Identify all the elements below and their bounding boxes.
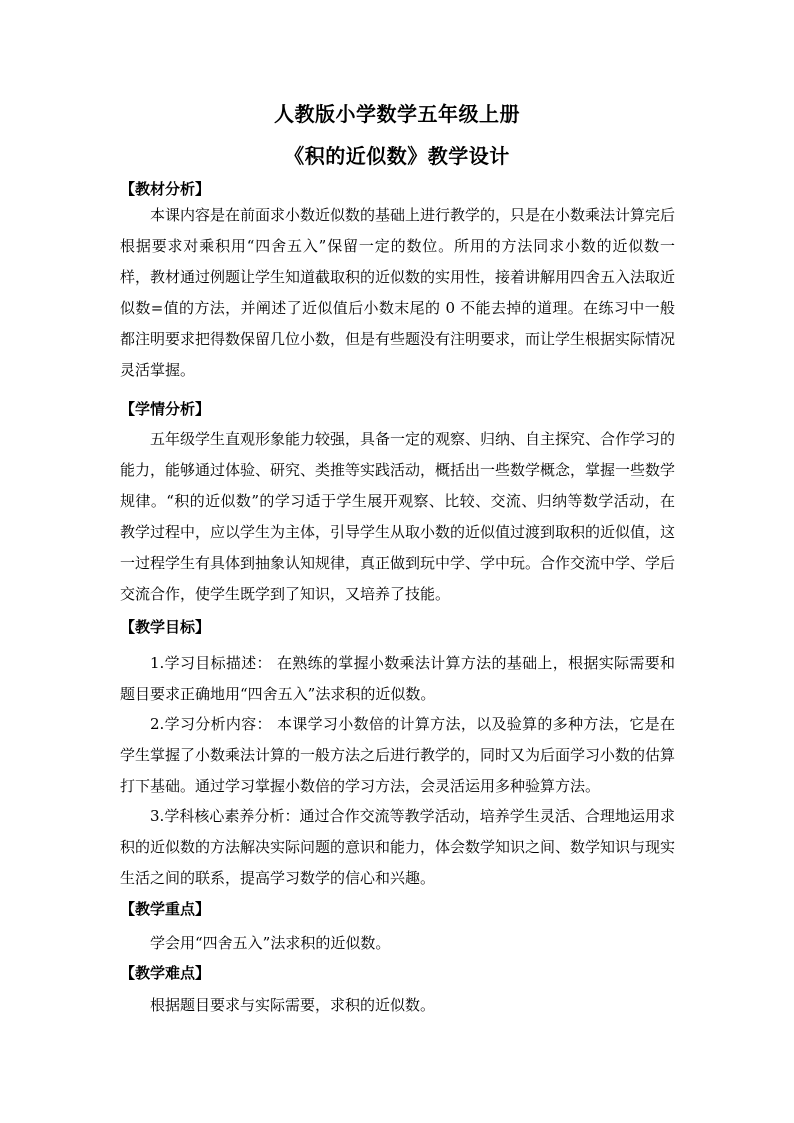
paragraph-objective-3: 3.学科核心素养分析：通过合作交流等教学活动，培养学生灵活、合理地运用求积的近似数的方法解决实际问题的意识和能力，体会数学知识之间、数学知识与现实生活之间的联系，提高学习数学的信心和兴趣。 [120, 807, 676, 887]
document-title: 人教版小学数学五年级上册 [274, 102, 520, 126]
paragraph-difficult-points: 根据题目要求与实际需要，求积的近似数。 [150, 996, 436, 1014]
paragraph-student-analysis: 五年级学生直观形象能力较强，具备一定的观察、归纳、自主探究、合作学习的能力，能够通过体验、研究、类推等实践活动，概括出一些数学概念，掌握一些数学规律。“积的近似数”的学习适于学生展开观察、比较、交流、归纳等数学活动，在教学过程中，应以学生为主体，引导学生从取小数的近似值过渡到取积的近似值，这一过程学生有具体到抽象认知规律，真正做到玩中学、学中玩。合作交流中学、学后交流合作，使学生既学到了知识，又培养了技能。 [120, 430, 676, 603]
document-subtitle: 《积的近似数》教学设计 [284, 144, 510, 168]
section-heading-teaching-objectives: 【教学目标】 [120, 618, 211, 636]
section-heading-difficult-points: 【教学难点】 [120, 964, 211, 982]
paragraph-textbook-analysis: 本课内容是在前面求小数近似数的基础上进行教学的，只是在小数乘法计算完后根据要求对乘积用“四舍五入”保留一定的数位。所用的方法同求小数的近似数一样，教材通过例题让学生知道截取积的近似数的实用性，接着讲解用四舍五入法取近似数=值的方法，并阐述了近似值后小数末尾的 0 不能去掉的道理。在练习中一般都注明要求把得数保留几位小数，但是有些题没有注明要求，而让学生根据实际情况灵活掌握。 [120, 206, 676, 379]
paragraph-key-points: 学会用“四舍五入”法求积的近似数。 [150, 934, 391, 952]
paragraph-objective-1: 1.学习目标描述： 在熟练的掌握小数乘法计算方法的基础上，根据实际需要和题目要求正确地用“四舍五入”法求积的近似数。 [120, 654, 675, 703]
section-heading-student-analysis: 【学情分析】 [120, 400, 211, 418]
paragraph-objective-2: 2.学习分析内容： 本课学习小数倍的计算方法，以及验算的多种方法，它是在学生掌握了小数乘法计算的一般方法之后进行教学的，同时又为后面学习小数的估算打下基础。通过学习掌握小数倍的学习方法，会灵活运用多种验算方法。 [120, 715, 676, 795]
section-heading-textbook-analysis: 【教材分析】 [120, 180, 211, 198]
section-heading-key-points: 【教学重点】 [120, 900, 211, 918]
